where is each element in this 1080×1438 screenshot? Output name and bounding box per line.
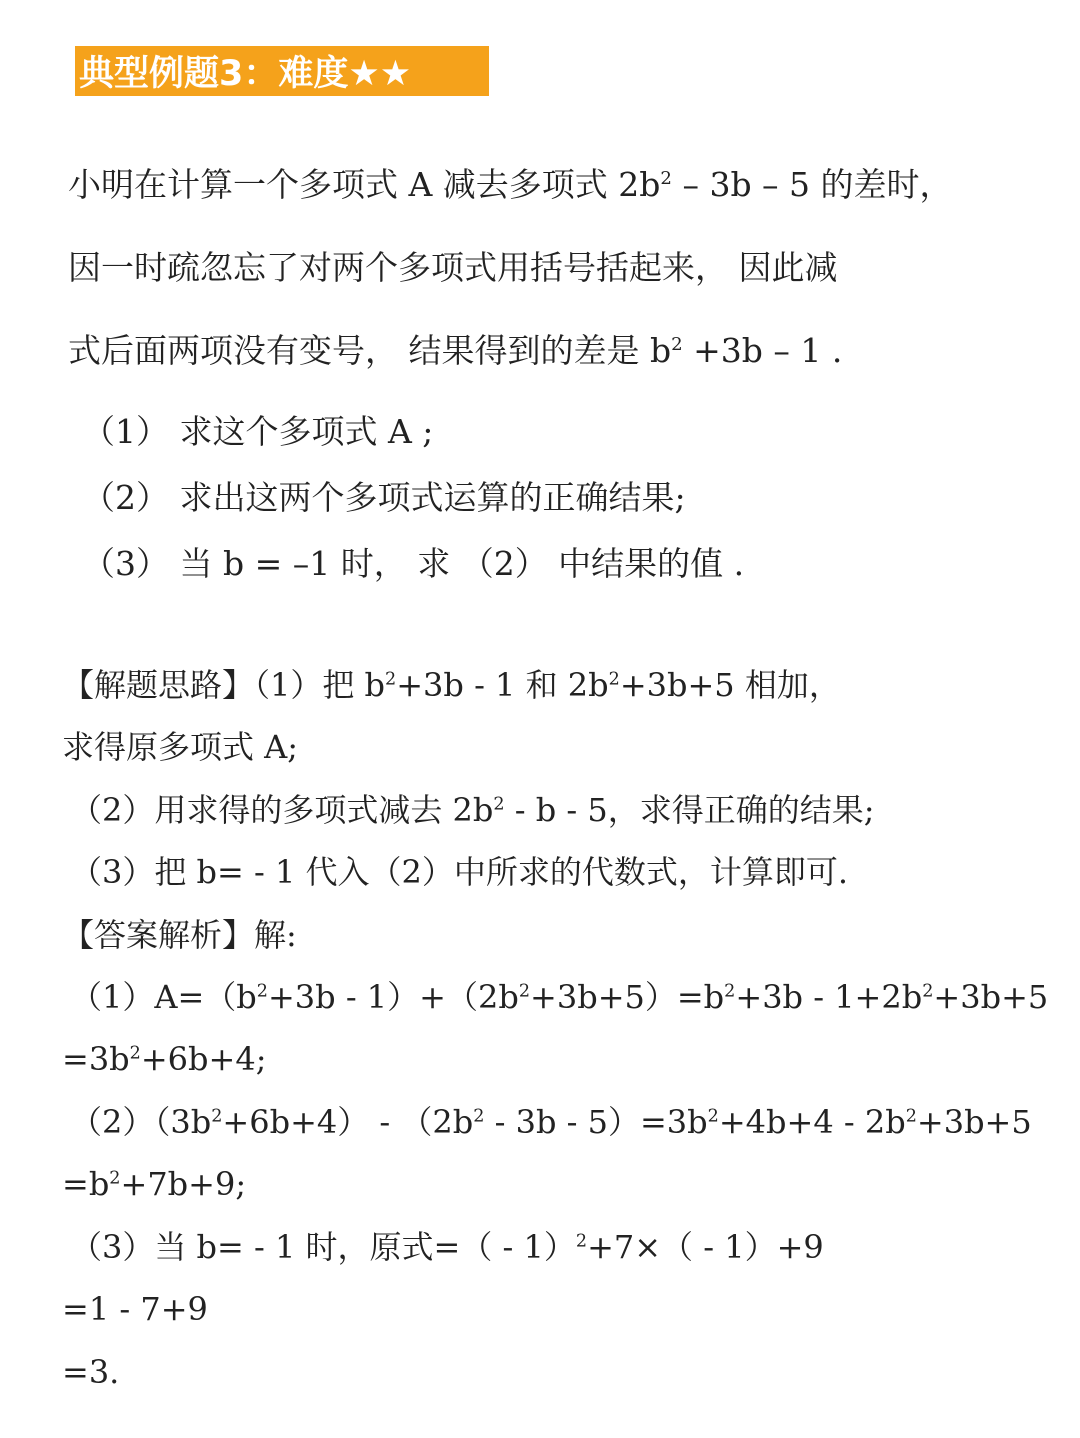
thinking-line-4: （3）把 b= - 1 代入（2）中所求的代数式，计算即可. xyxy=(70,853,849,891)
problem-line-1: 小明在计算一个多项式 A 减去多项式 $2b^2 - 3b - 5$ 的差时， xyxy=(68,165,953,204)
answer-heading: 【答案解析】解: xyxy=(62,916,297,954)
answer-2: $(2)(3b^2+6b+4) - (2b^2 - 3b - 5)=3b^2+4b+4 - 2b^2+3b+5$ xyxy=(70,1103,1032,1141)
question-2: （2） 求出这两个多项式运算的正确结果; xyxy=(82,478,686,517)
answer-3: （3）当 b= - 1 时，原式=（ - 1）$^2$+7×（ - 1）+9 xyxy=(70,1228,824,1266)
thinking-line-2: 求得原多项式 A; xyxy=(62,728,299,766)
page-title: 典型例题3：难度★★ xyxy=(79,54,412,94)
question-3: （3） 当 b = –1 时， 求 （2） 中结果的值 . xyxy=(82,544,745,583)
answer-1: $(1)A=(b^2+3b - 1)+(2b^2+3b+5)=b^2+3b - 1+2b^2+3b+5$ xyxy=(70,978,1049,1016)
answer-2-result: $=b^2+7b+9$; xyxy=(62,1165,247,1203)
thinking-line-1: 【解题思路】（1）把 $b^2+3b - 1$ 和 $2b^2+3b+5$ 相加， xyxy=(62,666,841,704)
question-1: （1） 求这个多项式 A ; xyxy=(82,412,434,451)
answer-1-result: $=3b^2+6b+4$; xyxy=(62,1040,267,1078)
answer-3-step: =1 - 7+9 xyxy=(62,1290,208,1328)
problem-line-2: 因一时疏忽忘了对两个多项式用括号括起来， 因此减 xyxy=(68,248,838,287)
answer-3-final: =3. xyxy=(62,1353,120,1391)
thinking-line-3: （2）用求得的多项式减去 $2b^2$ - b - 5，求得正确的结果; xyxy=(70,791,875,829)
title-badge xyxy=(75,46,489,96)
problem-line-3: 式后面两项没有变号， 结果得到的差是 $b^2 +3b - 1$ . xyxy=(68,331,843,370)
